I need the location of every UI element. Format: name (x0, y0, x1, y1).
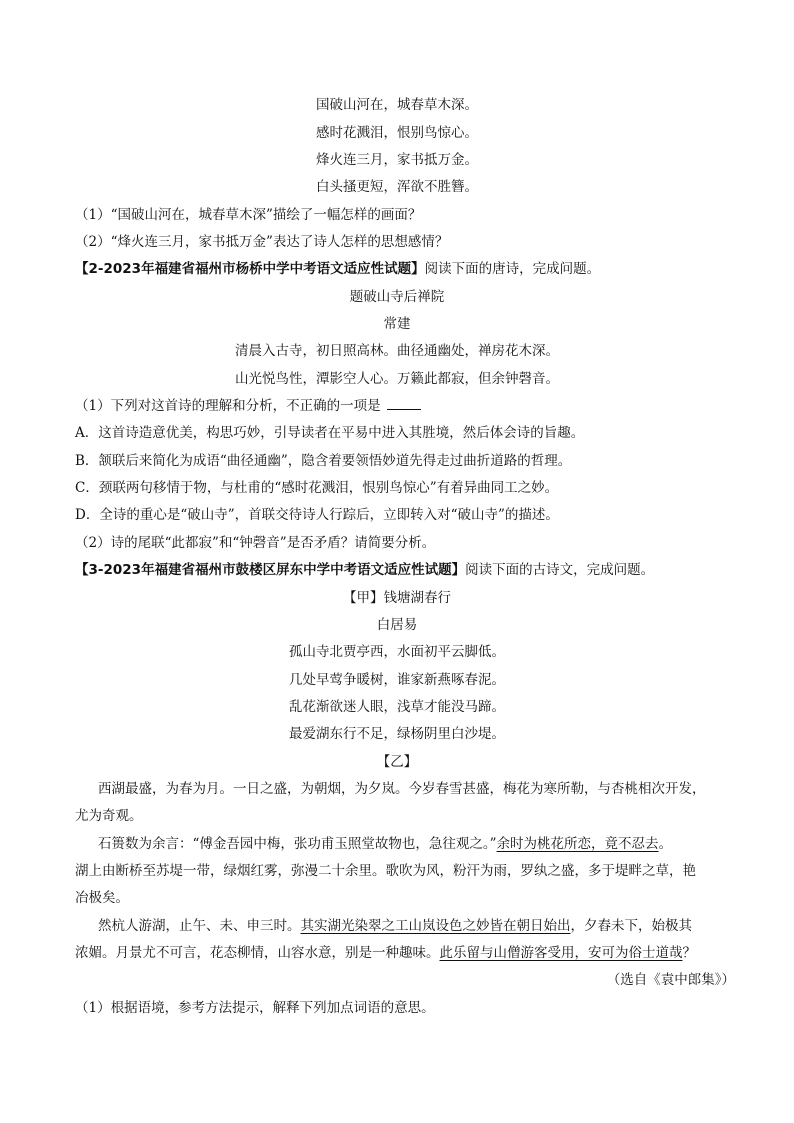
yi-para2-text-b: 。 (658, 836, 673, 852)
section2-poem-line-2: 山光悦鸟性，潭影空人心。万籁此都寂，但余钟磬音。 (235, 371, 559, 387)
yi-para3-text-c: 浓媚。月景尤不可言，花态柳情，山容水意，别是一种趣味。 (75, 945, 440, 961)
section2-poem-title: 题破山寺后禅院 (349, 289, 445, 305)
yi-para3-underlined-2: 此乐留与山僧游客受用，安可为俗士道哉 (439, 945, 683, 961)
yi-para3-text-b: ，夕舂未下，始极其 (570, 918, 692, 934)
yi-para1-line-2: 尤为奇观。 (75, 808, 143, 824)
section2-poem-author: 常建 (383, 316, 411, 332)
yi-para2-line-2: 湖上由断桥至苏堤一带，绿烟红雾，弥漫二十余里。歌吹为风，粉汗为雨，罗纨之盛，多于堤畔之草，艳 (75, 863, 696, 879)
poem1-line-3: 烽火连三月，家书抵万金。 (316, 152, 478, 168)
poem1-question-1: （1）“国破山河在，城春草木深”描绘了一幅怎样的画面？ (75, 207, 422, 223)
yi-para2-line-3: 冶极矣。 (75, 890, 129, 906)
poem1-question-2: （2）“烽火连三月，家书抵万金”表达了诗人怎样的思想感情？ (75, 234, 449, 250)
yi-para2-line-1 (98, 835, 738, 853)
yi-para3-line-1 (98, 917, 738, 935)
poem1-line-4: 白头搔更短，浑欲不胜簪。 (316, 179, 478, 195)
section3-question-1: （1）根据语境，参考方法提示，解释下列加点词语的意思。 (75, 1000, 435, 1016)
section2-option-d: D．全诗的重心是“破山寺”，首联交待诗人行踪后，立即转入对“破山寺”的描述。 (75, 507, 559, 523)
poem1-line-2: 感时花溅泪，恨别鸟惊心。 (316, 125, 478, 141)
jia-author: 白居易 (376, 617, 418, 633)
yi-para2-text-a: 石篑数为余言：“傅金吾园中梅，张功甫玉照堂故物也，急往观之。” (98, 836, 497, 852)
section2-question-1 (75, 397, 735, 415)
section2-header-source: 【2-2023年福建省福州市杨桥中学中考语文适应性试题】 (75, 261, 425, 277)
yi-para3-underlined-1: 其实湖光染翠之工山岚设色之妙皆在朝日始出 (300, 918, 571, 934)
section2-option-b: B．颔联后来简化为成语“曲径通幽”，隐含着要领悟妙道先得走过曲折道路的哲理。 (75, 453, 572, 469)
jia-title: 【甲】钱塘湖春行 (343, 590, 451, 606)
yi-para2-underlined: 余时为桃花所恋，竟不忍去 (496, 836, 659, 852)
section2-header-instruction: 阅读下面的唐诗，完成问题。 (424, 261, 601, 277)
yi-para1-line-1: 西湖最盛，为春为月。一日之盛，为朝烟，为夕岚。今岁春雪甚盛，梅花为寒所勒，与杏桃相次开发， (98, 781, 706, 797)
jia-line-3: 乱花渐欲迷人眼，浅草才能没马蹄。 (289, 699, 505, 715)
jia-line-2: 几处早莺争暖树，谁家新燕啄春泥。 (289, 672, 505, 688)
section2-poem-line-1: 清晨入古寺，初日照高林。曲径通幽处，禅房花木深。 (235, 343, 559, 359)
jia-line-1: 孤山寺北贾亭西，水面初平云脚低。 (289, 644, 505, 660)
yi-title: 【乙】 (376, 754, 418, 770)
yi-para3-text-d: ？ (682, 945, 696, 961)
section2-question-2: （2）诗的尾联“此都寂”和“钟磬音”是否矛盾？请简要分析。 (75, 535, 436, 551)
jia-line-4: 最爱湖东行不足，绿杨阴里白沙堤。 (289, 726, 505, 742)
answer-blank (387, 397, 421, 410)
section3-header-source: 【3-2023年福建省福州市鼓楼区屏东中学中考语文适应性试题】 (75, 562, 466, 578)
section2-question-1-text: （1）下列对这首诗的理解和分析，不正确的一项是 (75, 398, 381, 414)
section2-option-c: C．颈联两句移情于物，与杜甫的“感时花溅泪，恨别鸟惊心”有着异曲同工之妙。 (75, 480, 559, 496)
section2-header (75, 260, 755, 278)
yi-para3-line-2 (75, 944, 735, 962)
section3-header (75, 561, 755, 579)
source-citation: （选自《袁中郎集》） (606, 972, 735, 988)
yi-para3-text-a: 然杭人游湖，止午、未、申三时。 (98, 918, 301, 934)
section3-header-instruction: 阅读下面的古诗文，完成问题。 (465, 562, 655, 578)
poem1-line-1: 国破山河在，城春草木深。 (316, 97, 478, 113)
section2-option-a: A．这首诗造意优美，构思巧妙，引导读者在平易中进入其胜境，然后体会诗的旨趣。 (75, 425, 585, 441)
